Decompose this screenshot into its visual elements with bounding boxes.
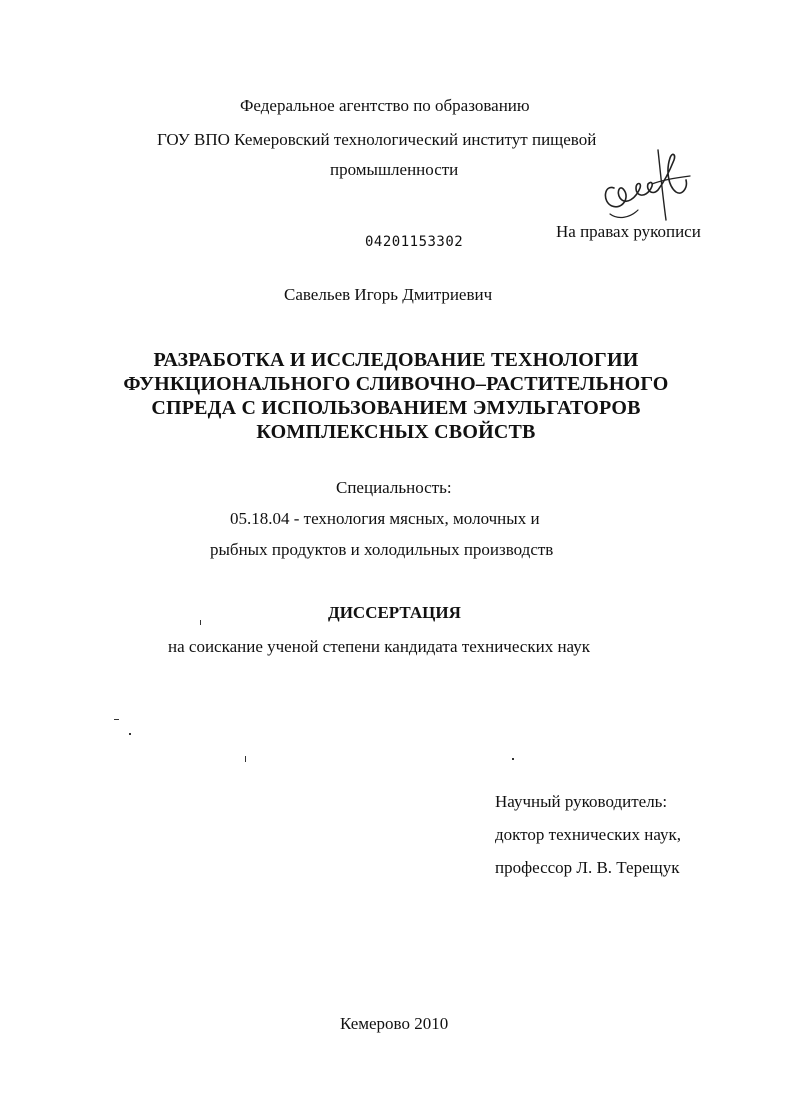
scan-speck bbox=[200, 620, 201, 625]
institute-line-2: промышленности bbox=[330, 160, 459, 179]
author-name: Савельев Игорь Дмитриевич bbox=[284, 285, 493, 304]
specialty-label: Специальность: bbox=[336, 478, 452, 497]
supervisor-degree: доктор технических наук, bbox=[495, 825, 682, 844]
scan-speck bbox=[114, 719, 119, 720]
document-code: 04201153302 bbox=[365, 234, 464, 250]
specialty-line-2: рыбных продуктов и холодильных производств bbox=[210, 540, 554, 559]
scan-speck bbox=[512, 758, 514, 760]
dissertation-heading: ДИССЕРТАЦИЯ bbox=[328, 603, 461, 622]
dissertation-title bbox=[0, 348, 792, 444]
supervisor-name: профессор Л. В. Терещук bbox=[495, 858, 680, 877]
title-line-4: КОМПЛЕКСНЫХ СВОЙСТВ bbox=[256, 421, 536, 443]
supervisor-label: Научный руководитель: bbox=[495, 792, 668, 811]
agency-line: Федеральное агентство по образованию bbox=[240, 96, 530, 115]
scan-speck bbox=[129, 733, 131, 735]
scan-speck bbox=[245, 756, 246, 762]
title-line-2: ФУНКЦИОНАЛЬНОГО СЛИВОЧНО–РАСТИТЕЛЬНОГО bbox=[123, 373, 669, 395]
specialty-line-1: 05.18.04 - технология мясных, молочных и bbox=[230, 509, 540, 528]
title-line-1: РАЗРАБОТКА И ИССЛЕДОВАНИЕ ТЕХНОЛОГИИ bbox=[153, 349, 639, 371]
city-year: Кемерово 2010 bbox=[340, 1014, 449, 1033]
institute-line-1: ГОУ ВПО Кемеровский технологический институт пищевой bbox=[157, 130, 597, 149]
signature-icon bbox=[596, 140, 696, 230]
dissertation-subtitle: на соискание ученой степени кандидата технических наук bbox=[168, 637, 591, 656]
title-line-3: СПРЕДА С ИСПОЛЬЗОВАНИЕМ ЭМУЛЬГАТОРОВ bbox=[151, 397, 641, 419]
manuscript-note: На правах рукописи bbox=[556, 222, 701, 241]
